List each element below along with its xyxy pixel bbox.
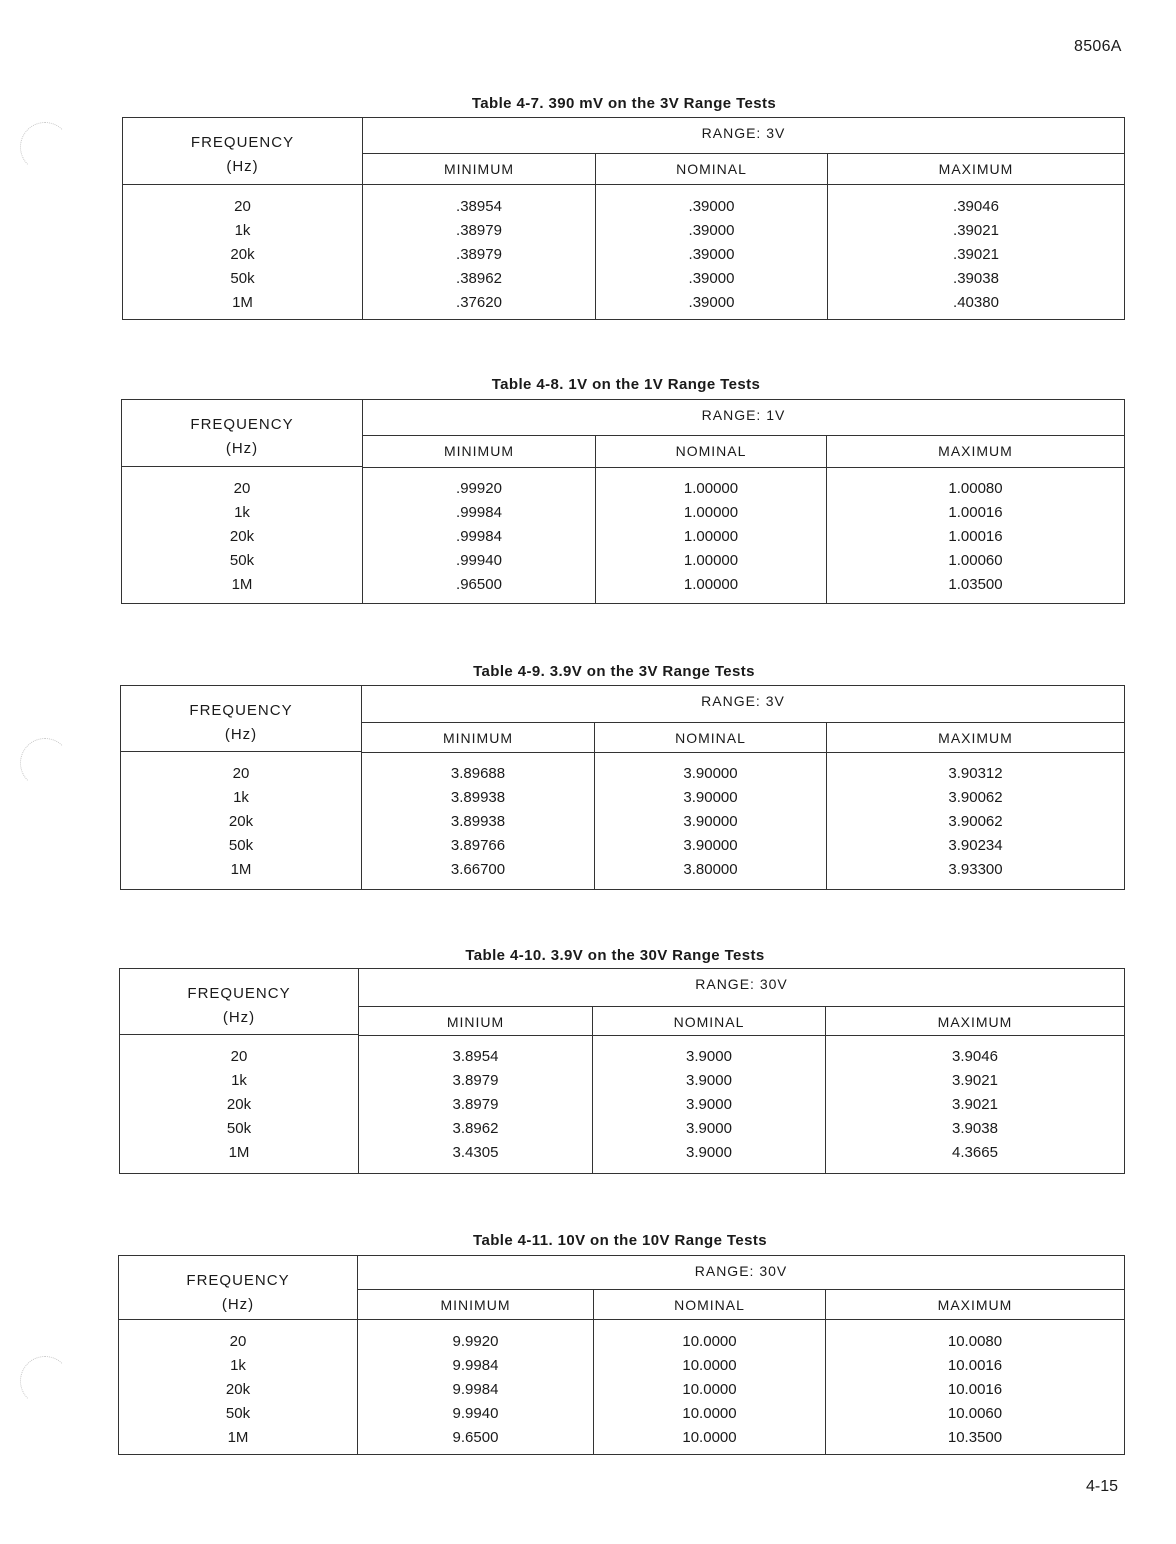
range-header: RANGE: 3V — [363, 118, 1124, 154]
max-cell: .39046 — [953, 198, 999, 215]
max-cell: 10.0060 — [947, 1405, 1003, 1422]
freq-cell: 1k — [231, 1072, 247, 1089]
max-cell: 3.93300 — [948, 861, 1003, 878]
page-number: 4-15 — [1086, 1478, 1119, 1495]
binder-hole-mark — [20, 738, 70, 788]
nom-cell: 1.00000 — [683, 576, 739, 593]
column-header-maximum: MAXIMUM — [828, 153, 1124, 185]
nom-cell: .39000 — [688, 246, 735, 263]
min-cell: 9.9940 — [452, 1405, 499, 1422]
spec-table — [122, 117, 1125, 320]
nom-cell: 3.90000 — [683, 837, 738, 854]
range-header: RANGE: 30V — [358, 1256, 1124, 1290]
freq-cell: 1k — [230, 1357, 246, 1374]
freq-cell: 20k — [230, 246, 255, 263]
spec-table — [118, 1255, 1125, 1455]
freq-cell: 20 — [229, 1333, 247, 1350]
max-cell: 1.03500 — [948, 576, 1003, 593]
frequency-header: FREQUENCY (Hz) — [122, 400, 363, 467]
max-cell: 10.0016 — [947, 1381, 1003, 1398]
freq-cell: 1M — [228, 1144, 250, 1161]
nom-cell: 3.80000 — [683, 861, 738, 878]
column-header-nominal: NOMINAL — [596, 435, 827, 468]
range-header: RANGE: 30V — [359, 969, 1124, 1007]
min-cell: 3.89766 — [450, 837, 506, 854]
nom-cell: 10.0000 — [682, 1357, 737, 1374]
nominal-column — [594, 1320, 826, 1454]
min-cell: 9.9920 — [452, 1333, 499, 1350]
maximum-column — [826, 1320, 1124, 1454]
max-cell: 3.90062 — [948, 789, 1003, 806]
max-cell: 10.0016 — [947, 1357, 1003, 1374]
max-cell: 3.90062 — [948, 813, 1003, 830]
frequency-header: FREQUENCY (Hz) — [119, 1256, 358, 1320]
frequency-column — [119, 1320, 358, 1454]
column-header-maximum: MAXIMUM — [827, 722, 1124, 753]
freq-cell: 1k — [234, 504, 250, 521]
spec-table — [121, 399, 1125, 604]
max-cell: 1.00080 — [948, 480, 1003, 497]
page-model-id: 8506A — [1074, 38, 1122, 55]
freq-cell: 50k — [225, 1405, 251, 1422]
freq-cell: 1k — [234, 222, 251, 239]
max-cell: .39021 — [953, 246, 999, 263]
freq-cell: 20k — [226, 1096, 252, 1113]
minimum-column — [358, 1320, 594, 1454]
minimum-column — [362, 752, 595, 889]
nom-cell: 10.0000 — [682, 1381, 737, 1398]
frequency-column — [120, 1035, 359, 1173]
frequency-column — [121, 752, 362, 889]
maximum-column — [827, 752, 1124, 889]
min-cell: .38954 — [456, 198, 502, 215]
frequency-header: FREQUENCY (Hz) — [123, 118, 363, 185]
column-header-minimum: MINIUM — [359, 1006, 593, 1036]
nominal-column — [596, 467, 827, 603]
max-cell: .39021 — [953, 222, 999, 239]
freq-cell: 1M — [231, 576, 253, 593]
freq-cell: 20 — [232, 765, 250, 782]
freq-cell: 1k — [233, 789, 249, 806]
nominal-column — [596, 185, 828, 319]
max-cell: .39038 — [953, 270, 999, 287]
nom-cell: .39000 — [688, 198, 735, 215]
min-cell: 3.89938 — [450, 789, 506, 806]
nom-cell: 3.9000 — [686, 1072, 732, 1089]
freq-cell: 1M — [232, 294, 253, 311]
range-header: RANGE: 3V — [362, 686, 1124, 723]
min-cell: .38979 — [456, 246, 502, 263]
max-cell: 3.9038 — [952, 1120, 998, 1137]
nom-cell: .39000 — [688, 294, 735, 311]
frequency-header: FREQUENCY (Hz) — [121, 686, 362, 752]
minimum-column — [363, 185, 596, 319]
min-cell: 3.4305 — [452, 1144, 499, 1161]
nom-cell: 3.9000 — [686, 1048, 732, 1065]
nom-cell: 3.9000 — [686, 1120, 732, 1137]
freq-cell: 20 — [233, 480, 251, 497]
table-title: Table 4-11. 10V on the 10V Range Tests — [473, 1232, 767, 1249]
max-cell: 3.9021 — [952, 1096, 998, 1113]
frequency-column — [123, 185, 363, 319]
max-cell: 1.00016 — [948, 504, 1003, 521]
column-header-minimum: MINIMUM — [362, 722, 595, 753]
freq-cell: 1M — [230, 861, 252, 878]
nom-cell: .39000 — [688, 270, 735, 287]
nom-cell: 1.00000 — [683, 528, 739, 545]
table-title: Table 4-9. 3.9V on the 3V Range Tests — [473, 663, 755, 680]
nom-cell: .39000 — [688, 222, 735, 239]
nom-cell: 1.00000 — [683, 552, 739, 569]
min-cell: .37620 — [456, 294, 502, 311]
freq-cell: 20 — [230, 1048, 248, 1065]
freq-cell: 50k — [229, 552, 255, 569]
nominal-column — [593, 1035, 826, 1173]
nom-cell: 3.9000 — [686, 1096, 732, 1113]
min-cell: .96500 — [456, 576, 502, 593]
binder-hole-mark — [20, 1356, 70, 1406]
max-cell: 3.9046 — [952, 1048, 998, 1065]
max-cell: 3.90312 — [948, 765, 1003, 782]
freq-cell: 1M — [227, 1429, 249, 1446]
table-title: Table 4-7. 390 mV on the 3V Range Tests — [471, 95, 777, 112]
nom-cell: 3.90000 — [683, 789, 738, 806]
min-cell: .99920 — [456, 480, 502, 497]
max-cell: .40380 — [953, 294, 999, 311]
column-header-maximum: MAXIMUM — [826, 1289, 1124, 1320]
nom-cell: 10.0000 — [682, 1333, 737, 1350]
spec-table — [119, 968, 1125, 1174]
column-header-minimum: MINIMUM — [363, 435, 596, 468]
freq-cell: 50k — [230, 270, 255, 287]
freq-cell: 20k — [228, 813, 254, 830]
max-cell: 1.00060 — [948, 552, 1003, 569]
frequency-header: FREQUENCY (Hz) — [120, 969, 359, 1035]
max-cell: 10.3500 — [947, 1429, 1003, 1446]
min-cell: .38962 — [456, 270, 502, 287]
nom-cell: 3.9000 — [686, 1144, 732, 1161]
min-cell: 9.6500 — [452, 1429, 499, 1446]
column-header-maximum: MAXIMUM — [827, 435, 1124, 468]
min-cell: .99984 — [456, 528, 502, 545]
min-cell: 3.8979 — [452, 1072, 499, 1089]
column-header-nominal: NOMINAL — [593, 1006, 826, 1036]
minimum-column — [363, 467, 596, 603]
column-header-nominal: NOMINAL — [594, 1289, 826, 1320]
min-cell: 3.8962 — [452, 1120, 499, 1137]
max-cell: 3.90234 — [948, 837, 1003, 854]
frequency-column — [122, 467, 363, 603]
spec-table — [120, 685, 1125, 890]
column-header-nominal: NOMINAL — [595, 722, 827, 753]
column-header-nominal: NOMINAL — [596, 153, 828, 185]
nom-cell: 10.0000 — [682, 1405, 737, 1422]
column-header-minimum: MINIMUM — [363, 153, 596, 185]
freq-cell: 50k — [228, 837, 254, 854]
range-header: RANGE: 1V — [363, 400, 1124, 436]
binder-hole-mark — [20, 122, 70, 172]
table-title: Table 4-8. 1V on the 1V Range Tests — [491, 376, 761, 393]
max-cell: 3.9021 — [952, 1072, 998, 1089]
max-cell: 4.3665 — [952, 1144, 998, 1161]
maximum-column — [828, 185, 1124, 319]
min-cell: 9.9984 — [452, 1381, 499, 1398]
table-title: Table 4-10. 3.9V on the 30V Range Tests — [465, 947, 765, 964]
max-cell: 10.0080 — [947, 1333, 1003, 1350]
nom-cell: 1.00000 — [683, 504, 739, 521]
min-cell: 3.66700 — [450, 861, 506, 878]
maximum-column — [827, 467, 1124, 603]
min-cell: .99940 — [456, 552, 502, 569]
min-cell: 3.8954 — [452, 1048, 499, 1065]
column-header-maximum: MAXIMUM — [826, 1006, 1124, 1036]
freq-cell: 50k — [226, 1120, 252, 1137]
min-cell: 3.89688 — [450, 765, 506, 782]
min-cell: 3.89938 — [450, 813, 506, 830]
nom-cell: 3.90000 — [683, 813, 738, 830]
min-cell: .38979 — [456, 222, 502, 239]
min-cell: 3.8979 — [452, 1096, 499, 1113]
minimum-column — [359, 1035, 593, 1173]
freq-cell: 20k — [225, 1381, 251, 1398]
column-header-minimum: MINIMUM — [358, 1289, 594, 1320]
nom-cell: 10.0000 — [682, 1429, 737, 1446]
min-cell: 9.9984 — [452, 1357, 499, 1374]
freq-cell: 20k — [229, 528, 255, 545]
nom-cell: 3.90000 — [683, 765, 738, 782]
nom-cell: 1.00000 — [683, 480, 739, 497]
nominal-column — [595, 752, 827, 889]
maximum-column — [826, 1035, 1124, 1173]
max-cell: 1.00016 — [948, 528, 1003, 545]
min-cell: .99984 — [456, 504, 502, 521]
freq-cell: 20 — [234, 198, 251, 215]
